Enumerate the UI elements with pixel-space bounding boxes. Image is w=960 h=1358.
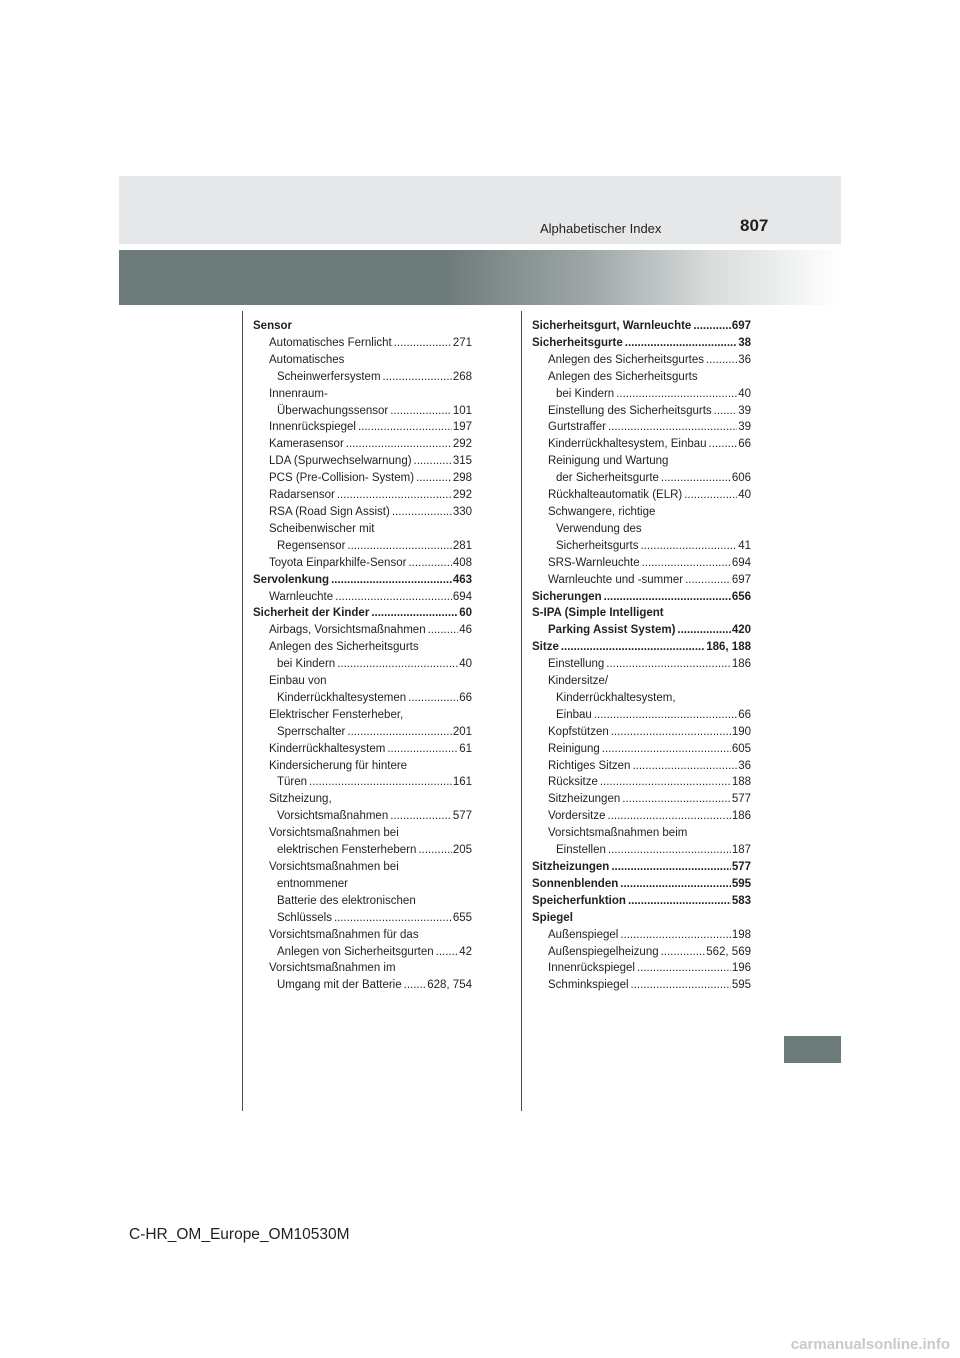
index-entry-label: Einstellen <box>556 844 606 857</box>
index-entry-label: Rückhalteautomatik (ELR) <box>548 489 683 502</box>
index-entry <box>532 927 751 944</box>
dot-leader <box>637 960 731 977</box>
index-entry-page: 36 <box>738 759 751 772</box>
index-entry-page: 201 <box>452 725 472 738</box>
index-entry <box>253 977 472 994</box>
section-title: Alphabetischer Index <box>540 221 662 236</box>
index-entry <box>253 369 472 386</box>
index-entry-page: 66 <box>459 691 472 704</box>
index-entry-page: 577 <box>452 810 472 823</box>
dot-leader <box>418 842 451 859</box>
index-entry <box>532 369 751 386</box>
index-entry-label: der Sicherheitsgurte <box>556 472 659 485</box>
dot-leader <box>606 656 731 673</box>
index-entry-page: 39 <box>738 404 751 417</box>
dot-leader <box>358 419 452 436</box>
dot-leader <box>611 859 731 876</box>
dot-leader <box>347 538 451 555</box>
index-entry-label: Spiegel <box>532 911 573 924</box>
index-entry <box>532 470 751 487</box>
dot-leader <box>628 893 731 910</box>
index-entry <box>253 774 472 791</box>
index-entry-page: 606 <box>731 472 751 485</box>
index-entry-page: 161 <box>452 776 472 789</box>
index-entry-page: 190 <box>731 725 751 738</box>
index-entry-label: entnommener <box>277 877 348 890</box>
index-entry-page: 188 <box>731 776 751 789</box>
index-entry-label: Gurtstraffer <box>548 421 606 434</box>
index-entry-label: Sicherungen <box>532 590 602 603</box>
index-entry-label: Vordersitze <box>548 810 606 823</box>
index-entry-label: Automatisches Fernlicht <box>269 336 392 349</box>
index-entry-page: 655 <box>452 911 472 924</box>
index-entry-page: 41 <box>738 539 751 552</box>
index-entry <box>532 453 751 470</box>
index-entry <box>253 335 472 352</box>
index-entry-label: Toyota Einparkhilfe-Sensor <box>269 556 407 569</box>
index-entry <box>253 910 472 927</box>
index-entry-label: Elektrischer Fensterheber, <box>269 708 404 721</box>
index-entry-label: Servolenkung <box>253 573 330 586</box>
index-entry <box>532 436 751 453</box>
index-entry-page: 61 <box>459 742 472 755</box>
index-entry <box>253 605 472 622</box>
index-entry <box>532 403 751 420</box>
index-entry-label: Scheibenwischer mit <box>269 522 375 535</box>
index-entry-label: Sperrschalter <box>277 725 346 738</box>
column-rule-left <box>242 311 243 1111</box>
index-entry-label: Sicherheit der Kinder <box>253 607 370 620</box>
index-entry-page: 60 <box>459 607 472 620</box>
index-entry-label: Kindersitze/ <box>548 675 609 688</box>
index-entry <box>532 808 751 825</box>
index-entry-page: 40 <box>738 387 751 400</box>
dot-leader <box>561 639 705 656</box>
index-entry <box>253 352 472 369</box>
index-entry <box>253 555 472 572</box>
index-entry-label: Vorsichtsmaßnahmen beim <box>548 827 688 840</box>
index-entry-label: Scheinwerfersystem <box>277 370 381 383</box>
header-gradient-bar <box>119 250 841 305</box>
index-entry-page: 197 <box>452 421 472 434</box>
dot-leader <box>390 808 452 825</box>
index-column-right <box>532 318 751 994</box>
index-entry-page: 694 <box>452 590 472 603</box>
index-entry <box>253 386 472 403</box>
index-entry-label: Kinderrückhaltesystem, <box>556 691 676 704</box>
index-entry <box>253 842 472 859</box>
index-entry-label: Warnleuchte <box>269 590 334 603</box>
index-entry-label: S-IPA (Simple Intelligent <box>532 607 664 620</box>
dot-leader <box>714 403 738 420</box>
dot-leader <box>600 774 731 791</box>
index-entry <box>532 318 751 335</box>
index-entry-label: bei Kindern <box>277 658 336 671</box>
page-number: 807 <box>740 216 769 235</box>
index-entry-page: 205 <box>452 844 472 857</box>
index-entry-label: Sicherheitsgurt, Warnleuchte <box>532 320 692 332</box>
index-entry <box>253 656 472 673</box>
dot-leader <box>392 504 452 521</box>
index-entry-page: 595 <box>731 979 751 992</box>
index-entry-label: Warnleuchte und -summer <box>548 573 684 586</box>
index-entry-page: 577 <box>731 793 751 806</box>
index-entry <box>253 572 472 589</box>
index-entry-page: 605 <box>731 742 751 755</box>
index-entry <box>532 707 751 724</box>
index-entry-page: 315 <box>452 455 472 468</box>
index-entry-label: Einbau von <box>269 675 327 688</box>
index-entry <box>532 622 751 639</box>
index-entry <box>532 386 751 403</box>
dot-leader <box>608 808 731 825</box>
dot-leader <box>620 876 731 893</box>
index-entry-page: 198 <box>731 928 751 941</box>
index-entry-page: 408 <box>452 556 472 569</box>
dot-leader <box>616 386 737 403</box>
index-entry <box>532 504 751 521</box>
dot-leader <box>684 487 737 504</box>
dot-leader <box>408 690 458 707</box>
index-entry <box>532 589 751 606</box>
index-entry-label: Parking Assist System) <box>548 624 676 637</box>
index-entry-page: 268 <box>452 370 472 383</box>
index-entry-page: 38 <box>738 336 751 349</box>
dot-leader <box>408 555 451 572</box>
index-column-left <box>253 318 472 994</box>
index-entry <box>253 960 472 977</box>
index-entry-label: LDA (Spurwechselwarnung) <box>269 455 412 468</box>
index-entry <box>253 622 472 639</box>
dot-leader <box>608 842 731 859</box>
index-entry <box>532 335 751 352</box>
index-entry-page: 292 <box>452 489 472 502</box>
dot-leader <box>414 453 452 470</box>
index-entry-label: Sonnenblenden <box>532 877 619 890</box>
index-entry-label: Anlegen des Sicherheitsgurts <box>269 641 419 654</box>
index-entry-label: Schlüssels <box>277 911 332 924</box>
index-entry <box>532 741 751 758</box>
index-entry-page: 46 <box>459 624 472 637</box>
index-entry <box>253 825 472 842</box>
index-entry <box>253 944 472 961</box>
index-entry <box>532 352 751 369</box>
index-entry-page: 42 <box>459 945 472 958</box>
index-entry-page: 40 <box>459 658 472 671</box>
index-entry-label: Radarsensor <box>269 489 335 502</box>
index-entry-label: Kinderrückhaltesystem <box>269 742 386 755</box>
index-entry <box>532 859 751 876</box>
dot-leader <box>608 419 737 436</box>
index-entry <box>532 521 751 538</box>
index-entry <box>532 977 751 994</box>
index-entry-page: 66 <box>738 708 751 721</box>
dot-leader <box>611 724 731 741</box>
index-entry <box>253 470 472 487</box>
index-entry-label: Überwachungssensor <box>277 404 389 417</box>
chapter-tab-marker <box>784 1036 841 1063</box>
index-entry-label: Sicherheitsgurts <box>556 539 639 552</box>
index-entry-label: Kinderrückhaltesystemen <box>277 691 407 704</box>
index-entry-label: Vorsichtsmaßnahmen <box>277 810 389 823</box>
dot-leader <box>404 977 427 994</box>
index-entry-page: 271 <box>452 336 472 349</box>
index-entry-label: Speicherfunktion <box>532 894 626 907</box>
index-entry-label: Sitze <box>532 641 559 654</box>
index-entry <box>253 758 472 775</box>
index-entry-label: Sitzheizungen <box>532 861 610 873</box>
index-entry-label: bei Kindern <box>556 387 615 400</box>
index-entry <box>532 639 751 656</box>
index-entry-label: Umgang mit der Batterie <box>277 979 402 992</box>
index-entry-label: Kopfstützen <box>548 725 609 738</box>
index-entry <box>253 521 472 538</box>
dot-leader <box>661 470 731 487</box>
index-entry <box>253 318 472 335</box>
dot-leader <box>394 335 452 352</box>
dot-leader <box>685 572 731 589</box>
index-entry-page: 196 <box>731 962 751 975</box>
index-entry <box>253 504 472 521</box>
dot-leader <box>620 927 730 944</box>
index-entry <box>253 487 472 504</box>
watermark: carmanualsonline.info <box>790 1336 950 1353</box>
dot-leader <box>331 572 452 589</box>
dot-leader <box>642 555 731 572</box>
index-entry-page: 186, 188 <box>706 641 751 654</box>
index-entry <box>532 656 751 673</box>
index-entry <box>532 944 751 961</box>
index-entry-label: Innenraum- <box>269 387 328 400</box>
index-entry-label: Sitzheizung, <box>269 793 332 806</box>
index-entry <box>253 741 472 758</box>
index-entry-label: Reinigung und Wartung <box>548 455 669 468</box>
dot-leader <box>622 791 731 808</box>
dot-leader <box>309 774 452 791</box>
dot-leader <box>625 335 737 352</box>
index-entry <box>253 859 472 876</box>
index-entry <box>253 673 472 690</box>
index-entry-page: 697 <box>731 573 751 586</box>
dot-leader <box>632 758 737 775</box>
index-entry-label: Anlegen des Sicherheitsgurts <box>548 370 698 383</box>
index-entry <box>532 419 751 436</box>
index-entry <box>532 572 751 589</box>
dot-leader <box>337 487 452 504</box>
index-entry-label: Kindersicherung für hintere <box>269 759 408 772</box>
dot-leader <box>436 944 459 961</box>
index-entry-label: Airbags, Vorsichtsmaßnahmen <box>269 624 426 637</box>
index-entry-page: 463 <box>452 573 472 586</box>
index-entry-page: 101 <box>452 404 472 417</box>
dot-leader <box>706 352 737 369</box>
dot-leader <box>371 605 458 622</box>
index-entry <box>532 910 751 927</box>
index-entry-label: Verwendung des <box>556 522 642 535</box>
index-entry-label: Einstellung <box>548 658 605 671</box>
index-entry-label: Anlegen des Sicherheitsgurtes <box>548 353 704 366</box>
index-entry-label: Rücksitze <box>548 776 598 789</box>
index-entry <box>532 673 751 690</box>
index-entry-page: 697 <box>731 320 751 332</box>
index-entry-label: Vorsichtsmaßnahmen bei <box>269 861 399 873</box>
index-entry-label: Anlegen von Sicherheitsgurten <box>277 945 434 958</box>
index-entry <box>532 876 751 893</box>
index-entry <box>253 589 472 606</box>
index-entry-label: PCS (Pre-Collision- System) <box>269 472 415 485</box>
index-entry <box>532 825 751 842</box>
index-entry-label: Richtiges Sitzen <box>548 759 631 772</box>
index-entry-label: Einbau <box>556 708 592 721</box>
index-entry-page: 281 <box>452 539 472 552</box>
index-entry-page: 187 <box>731 844 751 857</box>
dot-leader <box>602 741 731 758</box>
index-entry <box>532 487 751 504</box>
index-entry <box>253 707 472 724</box>
index-entry-page: 36 <box>738 353 751 366</box>
footer-doc-code: C-HR_OM_Europe_OM10530M <box>129 1226 350 1243</box>
index-entry <box>532 774 751 791</box>
index-entry-label: Kamerasensor <box>269 438 344 451</box>
index-entry <box>253 791 472 808</box>
index-entry-page: 66 <box>738 438 751 451</box>
dot-leader <box>677 622 730 639</box>
index-entry <box>253 436 472 453</box>
index-entry-page: 186 <box>731 810 751 823</box>
index-entry <box>532 724 751 741</box>
index-entry-label: Regensensor <box>277 539 346 552</box>
dot-leader <box>387 741 458 758</box>
index-entry-label: Innenrückspiegel <box>548 962 635 975</box>
index-entry-label: Vorsichtsmaßnahmen bei <box>269 827 399 840</box>
index-entry-page: 583 <box>731 894 751 907</box>
index-entry-label: Batterie des elektronischen <box>277 894 416 907</box>
index-entry-page: 628, 754 <box>427 979 472 992</box>
dot-leader <box>337 656 458 673</box>
index-entry-label: Automatisches <box>269 353 345 366</box>
index-entry-label: Kinderrückhaltesystem, Einbau <box>548 438 707 451</box>
dot-leader <box>604 589 731 606</box>
dot-leader <box>640 538 737 555</box>
dot-leader <box>347 724 451 741</box>
index-entry-label: Innenrückspiegel <box>269 421 356 434</box>
index-entry <box>532 893 751 910</box>
dot-leader <box>631 977 731 994</box>
index-entry <box>532 555 751 572</box>
index-entry-page: 420 <box>731 624 751 637</box>
index-entry <box>532 842 751 859</box>
index-entry-label: Einstellung des Sicherheitsgurts <box>548 404 712 417</box>
index-entry-label: RSA (Road Sign Assist) <box>269 505 390 518</box>
column-rule-middle <box>521 311 522 1111</box>
dot-leader <box>594 707 737 724</box>
index-entry-label: Vorsichtsmaßnahmen im <box>269 962 396 975</box>
index-entry-page: 186 <box>731 658 751 671</box>
index-entry-label: Sicherheitsgurte <box>532 336 623 349</box>
dot-leader <box>428 622 459 639</box>
index-entry <box>532 538 751 555</box>
index-entry-page: 577 <box>731 861 751 873</box>
index-entry-label: Türen <box>277 776 308 789</box>
index-entry-page: 330 <box>452 505 472 518</box>
index-entry <box>532 791 751 808</box>
index-entry <box>253 724 472 741</box>
index-entry-label: Sensor <box>253 320 292 332</box>
index-entry-page: 595 <box>731 877 751 890</box>
index-entry <box>253 876 472 893</box>
index-entry-label: Außenspiegelheizung <box>548 945 659 958</box>
index-entry <box>532 758 751 775</box>
dot-leader <box>335 589 452 606</box>
index-entry-page: 298 <box>452 472 472 485</box>
dot-leader <box>661 944 706 961</box>
index-entry-page: 40 <box>738 489 751 502</box>
index-entry <box>532 690 751 707</box>
index-entry-page: 562, 569 <box>706 945 751 958</box>
index-entry-label: Sitzheizungen <box>548 793 621 806</box>
dot-leader <box>390 403 452 420</box>
index-entry <box>253 403 472 420</box>
index-entry-page: 694 <box>731 556 751 569</box>
index-entry-label: Vorsichtsmaßnahmen für das <box>269 928 419 941</box>
index-entry <box>532 605 751 622</box>
index-entry <box>253 639 472 656</box>
index-entry-page: 39 <box>738 421 751 434</box>
index-entry <box>253 927 472 944</box>
index-entry <box>253 893 472 910</box>
index-entry <box>253 690 472 707</box>
dot-leader <box>383 369 452 386</box>
dot-leader <box>693 318 730 335</box>
index-entry <box>253 419 472 436</box>
index-entry-page: 292 <box>452 438 472 451</box>
index-entry-label: Außenspiegel <box>548 928 619 941</box>
header-band <box>119 176 841 244</box>
dot-leader <box>334 910 452 927</box>
index-entry-label: Schminkspiegel <box>548 979 629 992</box>
index-entry-page: 656 <box>731 590 751 603</box>
index-entry <box>253 538 472 555</box>
index-entry-label: Reinigung <box>548 742 600 755</box>
index-entry-label: Schwangere, richtige <box>548 505 656 518</box>
dot-leader <box>709 436 738 453</box>
index-entry <box>253 453 472 470</box>
dot-leader <box>346 436 452 453</box>
index-entry <box>253 808 472 825</box>
index-entry-label: SRS-Warnleuchte <box>548 556 640 569</box>
index-entry <box>532 960 751 977</box>
dot-leader <box>416 470 452 487</box>
index-entry-label: elektrischen Fensterhebern <box>277 844 417 857</box>
